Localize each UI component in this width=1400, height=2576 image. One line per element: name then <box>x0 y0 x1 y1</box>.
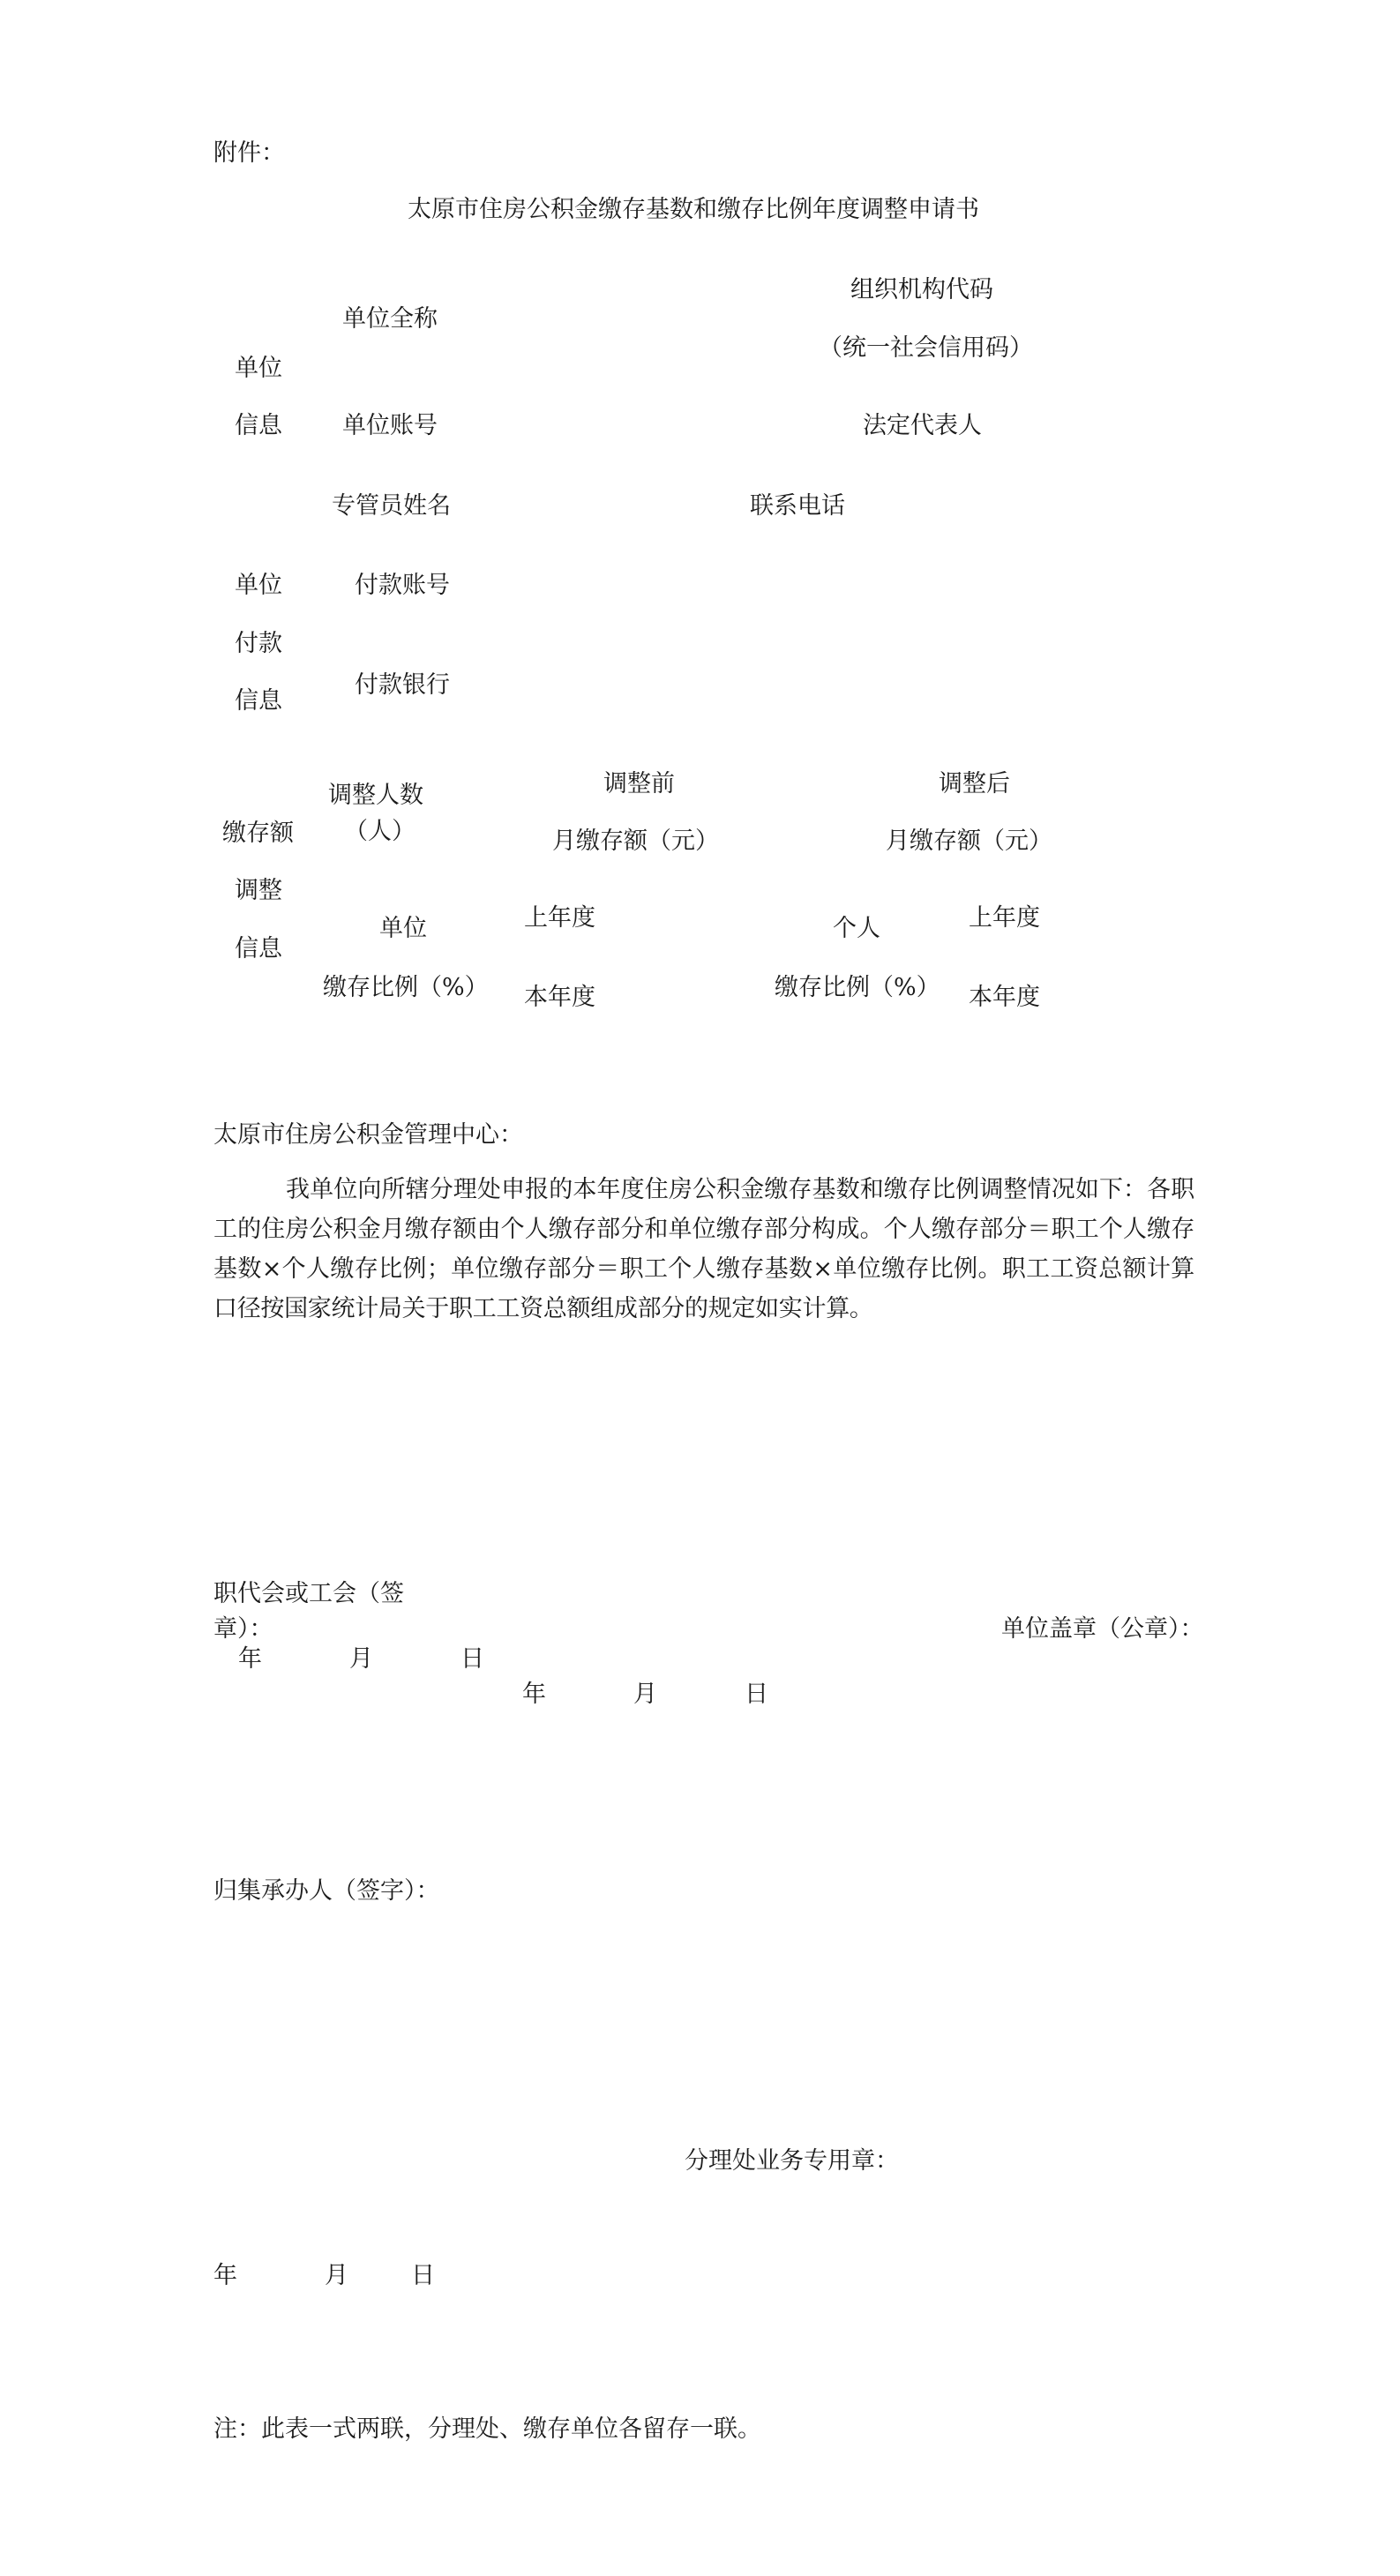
before-monthly-amount-label: 月缴存额（元） <box>552 827 719 855</box>
unit-ratio-label-line1: 单位 <box>379 915 427 942</box>
attachment-label: 附件： <box>213 139 285 167</box>
branch-date-month: 月 <box>325 2262 348 2289</box>
unit-info-group-label-line1: 单位 <box>235 355 282 382</box>
unit-ratio-label-line2: 缴存比例（%） <box>323 974 489 1001</box>
union-date-month: 月 <box>349 1645 373 1673</box>
branch-date-year: 年 <box>213 2262 237 2289</box>
payment-info-group-label-line1: 单位 <box>235 572 282 599</box>
org-code-label-line1: 组织机构代码 <box>850 276 993 303</box>
after-adjustment-label: 调整后 <box>939 770 1010 798</box>
after-monthly-amount-label: 月缴存额（元） <box>886 827 1052 855</box>
payment-account-label: 付款账号 <box>355 572 450 599</box>
payment-info-group-label-line2: 付款 <box>235 630 282 657</box>
headcount-label-line2: （人） <box>344 818 416 845</box>
personal-ratio-label-line1: 个人 <box>833 915 880 942</box>
union-signature-label-line1: 职代会或工会（签 <box>213 1580 404 1607</box>
adjustment-group-label-line3: 信息 <box>235 935 282 962</box>
footer-note: 注：此表一式两联，分理处、缴存单位各留存一联。 <box>213 2415 761 2443</box>
payment-bank-label: 付款银行 <box>355 671 450 699</box>
unit-last-year-label: 上年度 <box>524 904 595 932</box>
union-date-day: 日 <box>460 1645 484 1673</box>
union-date-year: 年 <box>238 1645 262 1673</box>
manager-name-label: 专管员姓名 <box>332 492 451 520</box>
unit-this-year-label: 本年度 <box>524 984 595 1011</box>
contact-phone-label: 联系电话 <box>750 492 845 520</box>
unit-date-day: 日 <box>745 1681 768 1708</box>
unit-info-group-label-line2: 信息 <box>235 412 282 439</box>
unit-date-month: 月 <box>633 1681 657 1708</box>
adjustment-group-label-line1: 缴存额 <box>222 820 294 847</box>
branch-seal-label: 分理处业务专用章： <box>685 2147 899 2175</box>
page-title: 太原市住房公积金缴存基数和缴存比例年度调整申请书 <box>408 196 979 223</box>
letter-body <box>213 1170 1194 1329</box>
handler-signature-label: 归集承办人（签字）： <box>213 1877 440 1905</box>
legal-representative-label: 法定代表人 <box>863 412 982 439</box>
union-signature-label-line2: 章）： <box>213 1615 273 1643</box>
unit-seal-label: 单位盖章（公章）： <box>1001 1615 1204 1643</box>
personal-this-year-label: 本年度 <box>969 984 1040 1011</box>
letter-addressee: 太原市住房公积金管理中心： <box>213 1121 523 1149</box>
unit-full-name-label: 单位全称 <box>342 305 438 333</box>
letter-body-text: 我单位向所辖分理处申报的本年度住房公积金缴存基数和缴存比例调整情况如下：各职工的住房公积金月缴存额由个人缴存部分和单位缴存部分构成。个人缴存部分＝职工个人缴存基数×个人缴存比例；单位缴存部分＝职工个人缴存基数×单位缴存比例。职工工资总额计算口径按国家统计局关于职工工资总额组成部分的规定如实计算。 <box>213 1176 1194 1322</box>
adjustment-group-label-line2: 调整 <box>235 877 282 904</box>
headcount-label-line1: 调整人数 <box>328 782 423 809</box>
unit-account-label: 单位账号 <box>342 412 438 439</box>
personal-last-year-label: 上年度 <box>969 904 1040 932</box>
payment-info-group-label-line3: 信息 <box>235 687 282 715</box>
branch-date-day: 日 <box>411 2262 435 2289</box>
before-adjustment-label: 调整前 <box>603 770 675 798</box>
personal-ratio-label-line2: 缴存比例（%） <box>775 974 940 1001</box>
org-code-label-line2: （统一社会信用码） <box>819 334 1033 362</box>
unit-date-year: 年 <box>522 1681 546 1708</box>
